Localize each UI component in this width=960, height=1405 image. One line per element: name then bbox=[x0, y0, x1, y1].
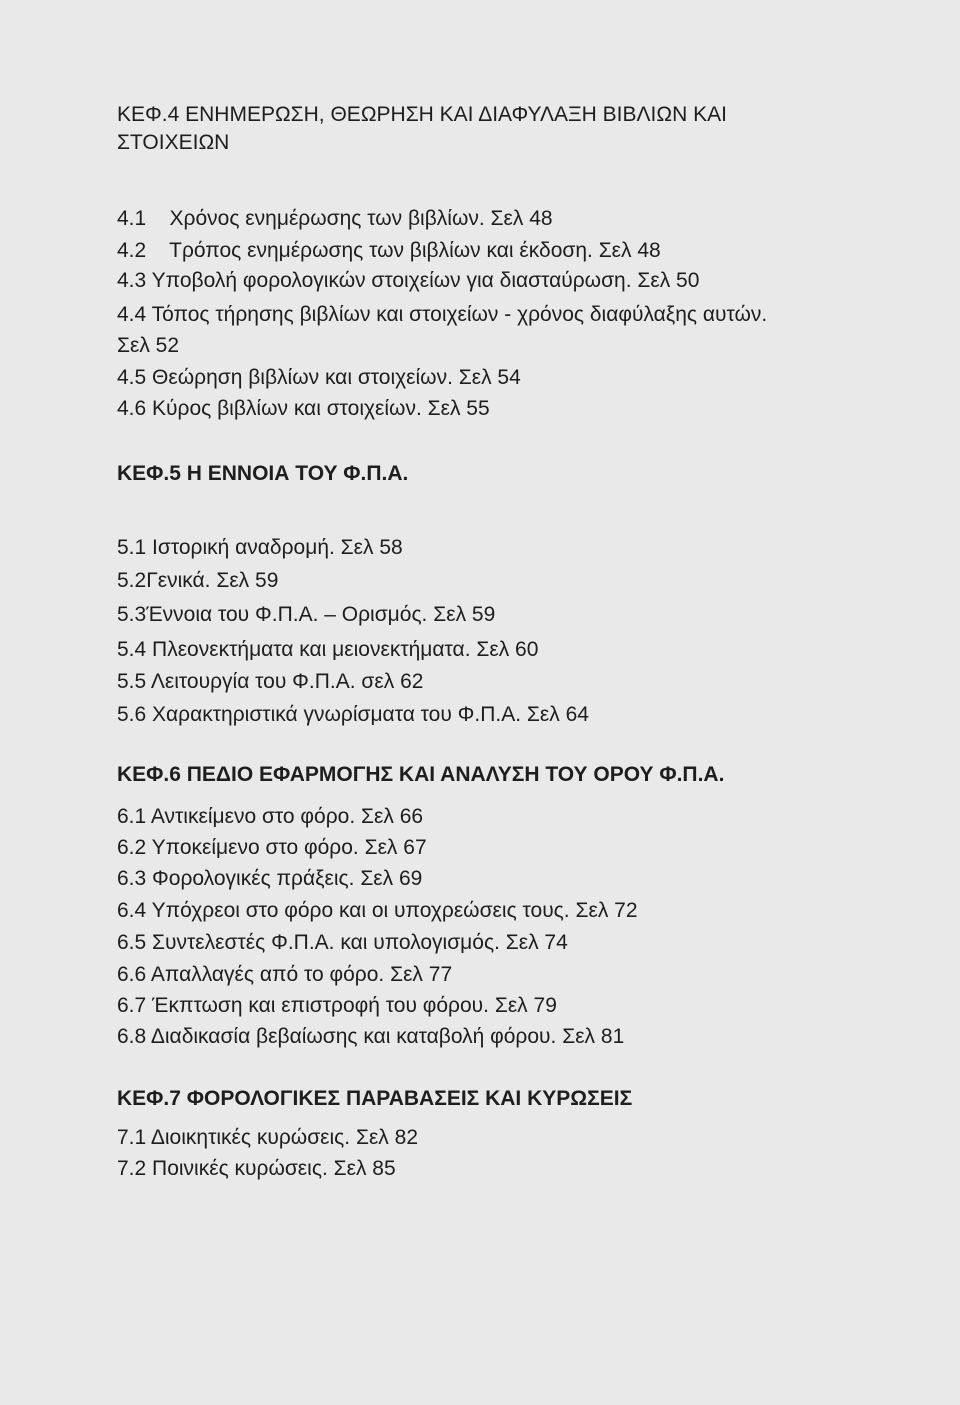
toc-entry-5-6: 5.6 Χαρακτηριστικά γνωρίσματα του Φ.Π.Α. Σελ 64 bbox=[117, 703, 589, 726]
toc-entry-6-5: 6.5 Συντελεστές Φ.Π.Α. και υπολογισμός. Σελ 74 bbox=[117, 931, 568, 954]
toc-entry-6-1: 6.1 Αντικείμενο στο φόρο. Σελ 66 bbox=[117, 805, 424, 828]
toc-entry-4-1: 4.1 Χρόνος ενημέρωσης των βιβλίων. Σελ 48 bbox=[117, 207, 553, 230]
toc-entry-5-4: 5.4 Πλεονεκτήματα και μειονεκτήματα. Σελ 60 bbox=[117, 638, 539, 661]
toc-entry-5-5: 5.5 Λειτουργία του Φ.Π.Α. σελ 62 bbox=[117, 670, 424, 693]
toc-entry-6-6: 6.6 Απαλλαγές από το φόρο. Σελ 77 bbox=[117, 963, 453, 986]
toc-entry-4-6: 4.6 Κύρος βιβλίων και στοιχείων. Σελ 55 bbox=[117, 397, 490, 420]
toc-entry-4-3: 4.3 Υποβολή φορολογικών στοιχείων για διασταύρωση. Σελ 50 bbox=[117, 269, 700, 292]
toc-entry-5-2: 5.2Γενικά. Σελ 59 bbox=[117, 569, 279, 592]
toc-entry-4-4: 4.4 Τόπος τήρησης βιβλίων και στοιχείων - χρόνος διαφύλαξης αυτών. bbox=[117, 303, 768, 326]
chapter-4-title-line-2: ΣΤΟΙΧΕΙΩΝ bbox=[117, 131, 230, 154]
chapter-6-title: ΚΕΦ.6 ΠΕΔΙΟ ΕΦΑΡΜΟΓΗΣ ΚΑΙ ΑΝΑΛΥΣΗ ΤΟΥ ΟΡΟΥ Φ.Π.Α. bbox=[117, 763, 725, 786]
toc-entry-5-3: 5.3Έννοια του Φ.Π.Α. – Ορισμός. Σελ 59 bbox=[117, 603, 496, 626]
chapter-5-title: ΚΕΦ.5 Η ΕΝΝΟΙΑ ΤΟΥ Φ.Π.Α. bbox=[117, 462, 409, 485]
chapter-4-title-line-1: ΚΕΦ.4 ΕΝΗΜΕΡΩΣΗ, ΘΕΩΡΗΣΗ ΚΑΙ ΔΙΑΦΥΛΑΞΗ ΒΙΒΛΙΩΝ ΚΑΙ bbox=[117, 103, 727, 126]
chapter-7-title: ΚΕΦ.7 ΦΟΡΟΛΟΓΙΚΕΣ ΠΑΡΑΒΑΣΕΙΣ ΚΑΙ ΚΥΡΩΣΕΙΣ bbox=[117, 1087, 633, 1110]
toc-entry-4-5: 4.5 Θεώρηση βιβλίων και στοιχείων. Σελ 54 bbox=[117, 366, 521, 389]
toc-entry-6-3: 6.3 Φορολογικές πράξεις. Σελ 69 bbox=[117, 867, 423, 890]
toc-entry-4-2: 4.2 Τρόπος ενημέρωσης των βιβλίων και έκδοση. Σελ 48 bbox=[117, 239, 661, 262]
toc-entry-5-1: 5.1 Ιστορική αναδρομή. Σελ 58 bbox=[117, 536, 403, 559]
toc-entry-7-2: 7.2 Ποινικές κυρώσεις. Σελ 85 bbox=[117, 1157, 396, 1180]
toc-entry-6-8: 6.8 Διαδικασία βεβαίωσης και καταβολή φόρου. Σελ 81 bbox=[117, 1025, 625, 1048]
toc-entry-6-7: 6.7 Έκπτωση και επιστροφή του φόρου. Σελ 79 bbox=[117, 994, 557, 1017]
toc-entry-7-1: 7.1 Διοικητικές κυρώσεις. Σελ 82 bbox=[117, 1126, 419, 1149]
toc-entry-4-4-continued: Σελ 52 bbox=[117, 334, 180, 357]
toc-entry-6-2: 6.2 Υποκείμενο στο φόρο. Σελ 67 bbox=[117, 836, 427, 859]
toc-entry-6-4: 6.4 Υπόχρεοι στο φόρο και οι υποχρεώσεις τους. Σελ 72 bbox=[117, 899, 638, 922]
